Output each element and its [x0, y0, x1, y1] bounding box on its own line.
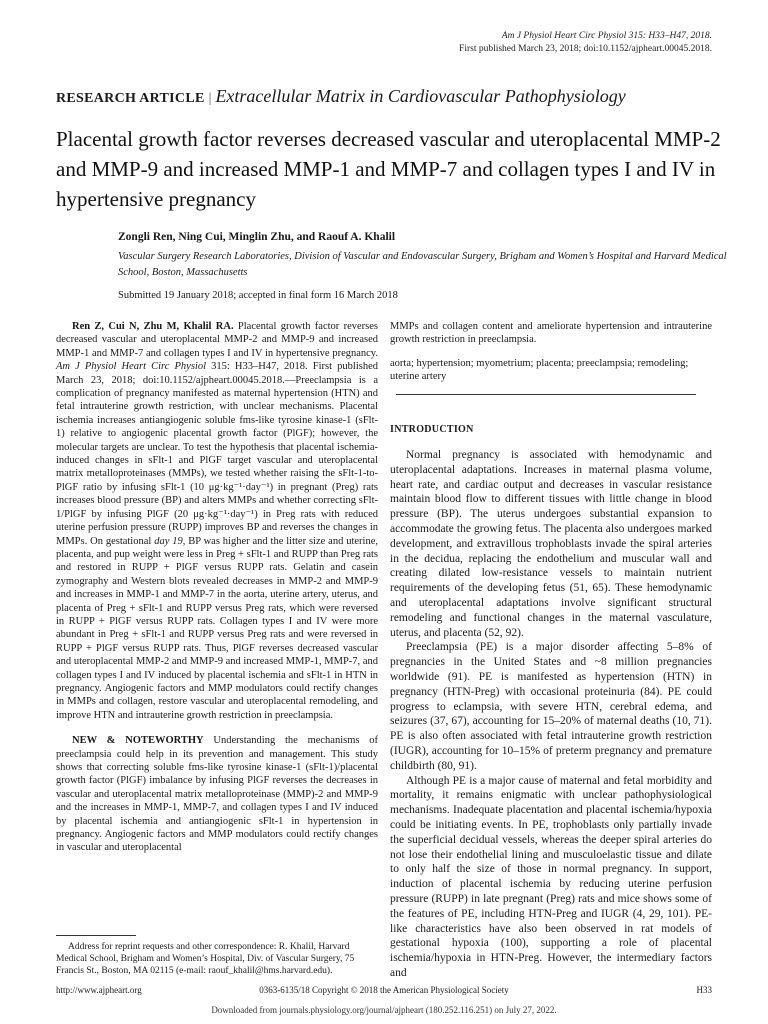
introduction-heading: INTRODUCTION: [390, 423, 474, 435]
keywords: aorta; hypertension; myometrium; placenta; preeclampsia; remodeling; uterine artery: [390, 357, 689, 383]
right-column: [390, 320, 712, 981]
intro-paragraph: Although PE is a major cause of maternal and fetal morbidity and mortality, it remains enigmatic with unclear pathophysiological mechanisms. Inadequate placentation and placental ischemia/hypoxia could be initiating events. In PE, trophoblasts only partially invade the superficial decidual vessels, whereas the deeper spiral arteries do not lose their endothelial lining and musculoelastic tissue and dilate to only half the size of those in normal pregnancy. In support, induction of placental ischemia by reducing uterine perfusion pressure (RUPP) in late pregnant (Preg) rats and mice shows some of the features of PE, including HTN-Preg and IUGR (4, 29, 101). PE-like characteristics have also been observed in rat models of gestational hypoxia (100), supporting a role of placental ischemia/hypoxia in HTN-Preg. However, the intermediary factors and: [390, 774, 712, 979]
article-title: Placental growth factor reverses decreased vascular and uteroplacental MMP-2 and MMP-9 and increased MMP-1 and MMP-7 and collagen types I and IV in hypertensive pregnancy: [56, 127, 721, 211]
new-noteworthy: [56, 734, 378, 855]
abstract: [56, 320, 378, 722]
article-type-label: RESEARCH ARTICLE: [56, 91, 205, 106]
footnote-divider: [56, 935, 136, 936]
page-number: H33: [696, 985, 712, 995]
abstract-day: day 19: [154, 535, 183, 547]
abstract-journal: Am J Physiol Heart Circ Physiol: [56, 361, 206, 373]
intro-paragraph: Preeclampsia (PE) is a major disorder affecting 5–8% of pregnancies in the United States and ~8 million pregnancies worldwide (91). PE is manifested as hypertension (HTN) in pregnancy (HTN-Preg) with occasional proteinuria (84). PE could progress to eclampsia, with severe HTN, cerebral edema, and seizures (37, 67), accounting for 15–20% of maternal deaths (10, 71). PE is also often associated with fetal intrauterine growth restriction (IUGR), accounting for 10–15% of preterm pregnancy and premature childbirth (80, 91).: [390, 641, 712, 772]
left-column: [56, 320, 378, 855]
publication-info: First published March 23, 2018; doi:10.1152/ajpheart.00045.2018.: [459, 44, 712, 54]
submission-dates: Submitted 19 January 2018; accepted in final form 16 March 2018: [118, 290, 398, 301]
abstract-ref-tail: 315: H33–H47, 2018. First published March 23, 2018; doi:10.1152/ajpheart.00045.2018.: [56, 361, 378, 386]
section-separator: |: [208, 91, 212, 106]
journal-url-link[interactable]: http://www.ajpheart.org: [56, 985, 142, 995]
intro-paragraph: Normal pregnancy is associated with hemodynamic and uteroplacental adaptations. Increases in maternal plasma volume, heart rate, and cardiac output and decreases in vascular resistance maintain blood flow to different tissues with little change in blood pressure (BP). The uterus undergoes substantial expansion to accommodate the growing fetus. The placenta also undergoes marked development, and extravillous trophoblasts invade the spiral arteries in the decidua, replacing the endothelium and muscular wall and creating dilated low-resistance vessels to maintain nutrient requirements of the developing fetus (51, 65). These hemodynamic and uteroplacental adaptations involve significant structural remodeling and functional changes in the maternal vasculature, uterus, and placenta (52, 92).: [390, 449, 712, 639]
download-notice: Downloaded from journals.physiology.org/journal/ajpheart (180.252.116.251) on July 27, 2022.: [211, 1005, 557, 1015]
affiliation: Vascular Surgery Research Laboratories, Division of Vascular and Endovascular Surgery, Brigham and Women’s Hospital and Harvard Medical School, Boston, Massachusetts: [118, 251, 727, 278]
new-noteworthy-continued: MMPs and collagen content and ameliorate hypertension and intrauterine growth restriction in preeclampsia.: [390, 321, 712, 346]
abstract-title-ref: Placental growth factor reverses decreased vascular and uteroplacental MMP-2 and MMP-9 and increased MMP-1 and MMP-7 and collagen types I and IV in hypertensive pregnancy.: [56, 321, 378, 359]
new-noteworthy-text: Understanding the mechanisms of preeclampsia could help in its prevention and management. This study shows that correcting soluble fms-like tyrosine kinase-1 (sFlt-1)/placental growth factor (PlGF) imbalance by infusing PlGF reverses the decreases in vascular and uteroplacental matrix metalloproteinase (MMP)-2 and MMP-9 and the increases in MMP-1, MMP-7, and collagen types I and IV induced by placental ischemia and antiangiogenic sFlt-1 in hypertension in pregnancy. Angiogenic factors and MMP modulators could rectify changes in vascular and uteroplacental: [56, 735, 378, 854]
keywords-divider: [396, 394, 696, 395]
section-heading: [56, 86, 626, 107]
copyright-text: 0363-6135/18 Copyright © 2018 the American Physiological Society: [259, 985, 509, 995]
journal-header: [459, 30, 712, 56]
new-noteworthy-heading: NEW & NOTEWORTHY: [72, 735, 204, 747]
abstract-body: —Preeclampsia is a complication of pregnancy manifested as maternal hypertension (HTN) and fetal intrauterine growth restriction, with unclear mechanisms. Placental ischemia increases antiangiogenic soluble fms-like tyrosine kinase-1 (sFlt-1) relative to angiogenic placental growth factor (PlGF); however, the molecular targets are unclear. To test the hypothesis that placental ischemia-induced changes in sFlt-1 and PlGF target vascular and uteroplacental matrix metalloproteinases (MMPs), we tested whether raising the sFlt-1-to-PlGF ratio by infusing sFlt-1 (10 μg·kg⁻¹·day⁻¹) in pregnant (Preg) rats increases blood pressure (BP) and alters MMPs and whether correcting sFlt-1/PlGF by infusing PlGF (20 μg·kg⁻¹·day⁻¹) in Preg rats with reduced uterine perfusion pressure (RUPP) improves BP and reverses the changes in MMPs. On gestational: [56, 374, 379, 547]
journal-citation: Am J Physiol Heart Circ Physiol 315: H33–H47, 2018.: [501, 31, 712, 41]
correspondence-note: [56, 935, 378, 977]
author-list: Zongli Ren, Ning Cui, Minglin Zhu, and Raouf A. Khalil: [118, 231, 396, 243]
abstract-authors: Ren Z, Cui N, Zhu M, Khalil RA.: [72, 321, 234, 332]
abstract-body-continued: , BP was higher and the litter size and uterine, placenta, and pup weight were less in Preg + sFlt-1 and RUPP than Preg rats and restored in RUPP + PlGF versus RUPP rats. Gelatin and casein zymography and Western blots revealed decreases in MMP-2 and MMP-9 and increases in MMP-1 and MMP-7 in the aorta, uterine artery, uterus, and placenta of Preg + sFlt-1 and RUPP versus Preg rats, which were reversed in RUPP + PlGF versus RUPP rats. Collagen types I and IV were more abundant in Preg + sFlt-1 and RUPP versus Preg rats and were reversed in RUPP + PlGF versus RUPP rats. Thus, PlGF reverses decreased vascular and uteroplacental MMP-2 and MMP-9 and increased MMP-1, MMP-7, and collagen types I and IV induced by placental ischemia and sFlt-1 in HTN in pregnancy. Angiogenic factors and MMP modulators could rectify changes in MMPs and collagen, restore vascular and uteroplacental remodeling, and improve HTN and intrauterine growth restriction in preeclampsia.: [56, 535, 378, 721]
correspondence-text: Address for reprint requests and other correspondence: R. Khalil, Harvard Medical School, Brigham and Women’s Hospital, Div. of Vascular Surgery, 75 Francis St., Boston, MA 02115 (e-mail: raouf_khalil@hms.harvard.edu).: [56, 942, 355, 976]
introduction-body: [390, 448, 712, 981]
article-category: Extracellular Matrix in Cardiovascular Pathophysiology: [215, 86, 626, 106]
